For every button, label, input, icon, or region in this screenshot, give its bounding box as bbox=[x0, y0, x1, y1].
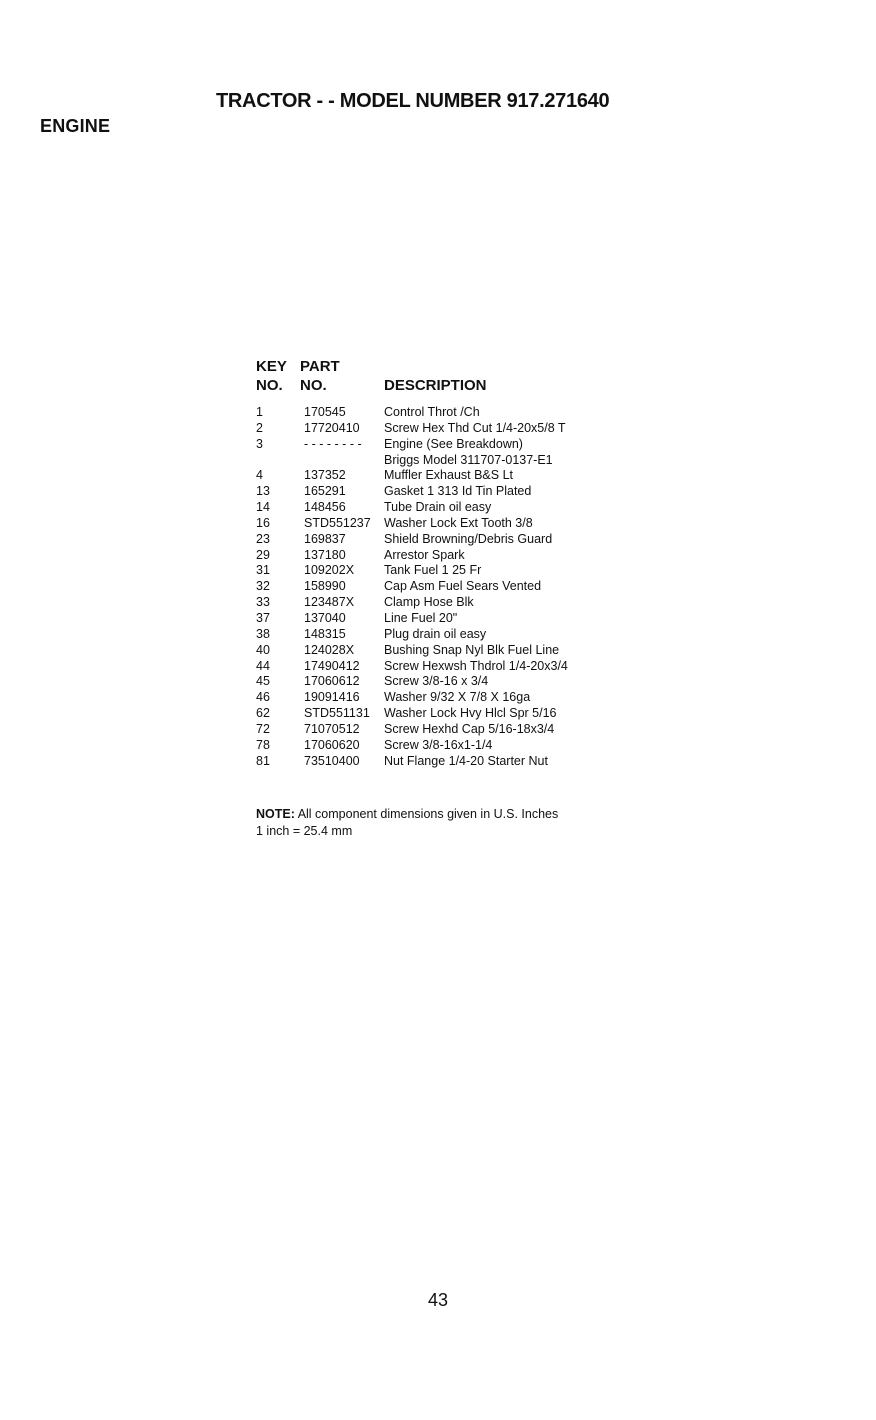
part-header-line1: PART bbox=[300, 358, 340, 375]
part-no-cell: 109202X bbox=[304, 563, 355, 578]
key-no-cell: 1 bbox=[256, 405, 263, 419]
part-no-cell: 73510400 bbox=[304, 753, 360, 768]
part-no-cell: 17060620 bbox=[304, 737, 360, 752]
note bbox=[256, 806, 558, 840]
key-no-cell: 40 bbox=[256, 642, 270, 657]
part-no-cell: 158990 bbox=[304, 579, 346, 594]
description-cell: Screw Hex Thd Cut 1/4-20x5/8 T bbox=[384, 420, 566, 435]
key-no-cell: 44 bbox=[256, 658, 270, 673]
key-no-cell: 45 bbox=[256, 674, 270, 689]
description-cell: Washer Lock Hvy Hlcl Spr 5/16 bbox=[384, 706, 557, 721]
description-cell: Muffler Exhaust B&S Lt bbox=[384, 468, 513, 483]
key-no-cell: 3 bbox=[256, 436, 263, 451]
description-cell: Briggs Model 311707-0137-E1 bbox=[384, 452, 553, 467]
description-cell: Shield Browning/Debris Guard bbox=[384, 531, 553, 546]
key-no-cell: 2 bbox=[256, 420, 263, 435]
key-no-cell: 78 bbox=[256, 737, 270, 752]
key-no-header bbox=[256, 357, 287, 395]
description-cell: Screw 3/8-16 x 3/4 bbox=[384, 674, 489, 689]
description-cell: Washer 9/32 X 7/8 X 16ga bbox=[384, 690, 531, 705]
note-text: All component dimensions given in U.S. Inches bbox=[297, 807, 559, 821]
part-no-cell: 71070512 bbox=[304, 721, 360, 736]
key-no-cell: 72 bbox=[256, 721, 270, 736]
description-cell: Washer Lock Ext Tooth 3/8 bbox=[384, 515, 533, 530]
part-no-header bbox=[300, 357, 340, 395]
description-cell: Tube Drain oil easy bbox=[384, 500, 492, 515]
description-cell: Nut Flange 1/4-20 Starter Nut bbox=[384, 753, 548, 768]
unit-conversion: 1 inch = 25.4 mm bbox=[256, 824, 353, 838]
part-no-cell: 137352 bbox=[304, 468, 346, 483]
page-title: TRACTOR - - MODEL NUMBER 917.271640 bbox=[216, 90, 610, 112]
key-no-cell: 13 bbox=[256, 484, 270, 499]
description-cell: Engine (See Breakdown) bbox=[384, 436, 523, 451]
description-cell: Screw 3/8-16x1-1/4 bbox=[384, 737, 493, 752]
description-header: DESCRIPTION bbox=[384, 377, 487, 394]
key-no-cell: 38 bbox=[256, 626, 270, 641]
description-cell: Screw Hexhd Cap 5/16-18x3/4 bbox=[384, 721, 555, 736]
section-label: ENGINE bbox=[40, 116, 111, 136]
description-cell: Line Fuel 20" bbox=[384, 610, 458, 625]
part-no-cell: 124028X bbox=[304, 642, 355, 657]
part-no-cell: 137040 bbox=[304, 610, 346, 625]
key-no-cell: 32 bbox=[256, 579, 270, 594]
key-no-cell: 29 bbox=[256, 547, 270, 562]
key-no-cell: 37 bbox=[256, 610, 270, 625]
key-no-cell: 23 bbox=[256, 531, 270, 546]
description-cell: Control Throt /Ch bbox=[384, 405, 480, 419]
part-no-cell: 170545 bbox=[304, 405, 346, 419]
key-no-cell: 31 bbox=[256, 563, 270, 578]
part-no-cell: 169837 bbox=[304, 531, 346, 546]
key-no-cell: 4 bbox=[256, 468, 263, 483]
key-no-cell: 46 bbox=[256, 690, 270, 705]
description-cell: Clamp Hose Blk bbox=[384, 595, 474, 610]
part-no-cell: 17060612 bbox=[304, 674, 360, 689]
part-no-cell: STD551131 bbox=[304, 706, 370, 721]
description-cell: Arrestor Spark bbox=[384, 547, 465, 562]
page-number: 43 bbox=[427, 1290, 449, 1310]
description-cell: Screw Hexwsh Thdrol 1/4-20x3/4 bbox=[384, 658, 568, 673]
part-no-cell: STD551237 bbox=[304, 515, 371, 530]
part-no-cell: 148315 bbox=[304, 626, 346, 641]
part-no-cell: 165291 bbox=[304, 484, 346, 499]
part-header-line2: NO. bbox=[300, 377, 327, 394]
description-cell: Gasket 1 313 Id Tin Plated bbox=[384, 484, 532, 499]
part-no-cell: 123487X bbox=[304, 595, 355, 610]
key-no-cell: 14 bbox=[256, 500, 270, 515]
key-header-line2: NO. bbox=[256, 377, 283, 394]
part-no-cell: 19091416 bbox=[304, 690, 360, 705]
part-no-cell: 17490412 bbox=[304, 658, 360, 673]
key-no-cell: 33 bbox=[256, 595, 270, 610]
part-no-cell: 148456 bbox=[304, 500, 346, 515]
key-no-cell: 81 bbox=[256, 753, 270, 768]
key-no-cell: 62 bbox=[256, 706, 270, 721]
part-no-cell: 137180 bbox=[304, 547, 346, 562]
part-no-cell: - - - - - - - - bbox=[304, 436, 362, 451]
note-line bbox=[256, 806, 558, 823]
description-cell: Plug drain oil easy bbox=[384, 626, 487, 641]
note-label: NOTE: bbox=[256, 807, 295, 821]
key-header-line1: KEY bbox=[256, 358, 287, 375]
description-cell: Tank Fuel 1 25 Fr bbox=[384, 563, 482, 578]
key-no-cell: 16 bbox=[256, 515, 270, 530]
description-cell: Bushing Snap Nyl Blk Fuel Line bbox=[384, 642, 560, 657]
description-cell: Cap Asm Fuel Sears Vented bbox=[384, 579, 542, 594]
part-no-cell: 17720410 bbox=[304, 420, 360, 435]
